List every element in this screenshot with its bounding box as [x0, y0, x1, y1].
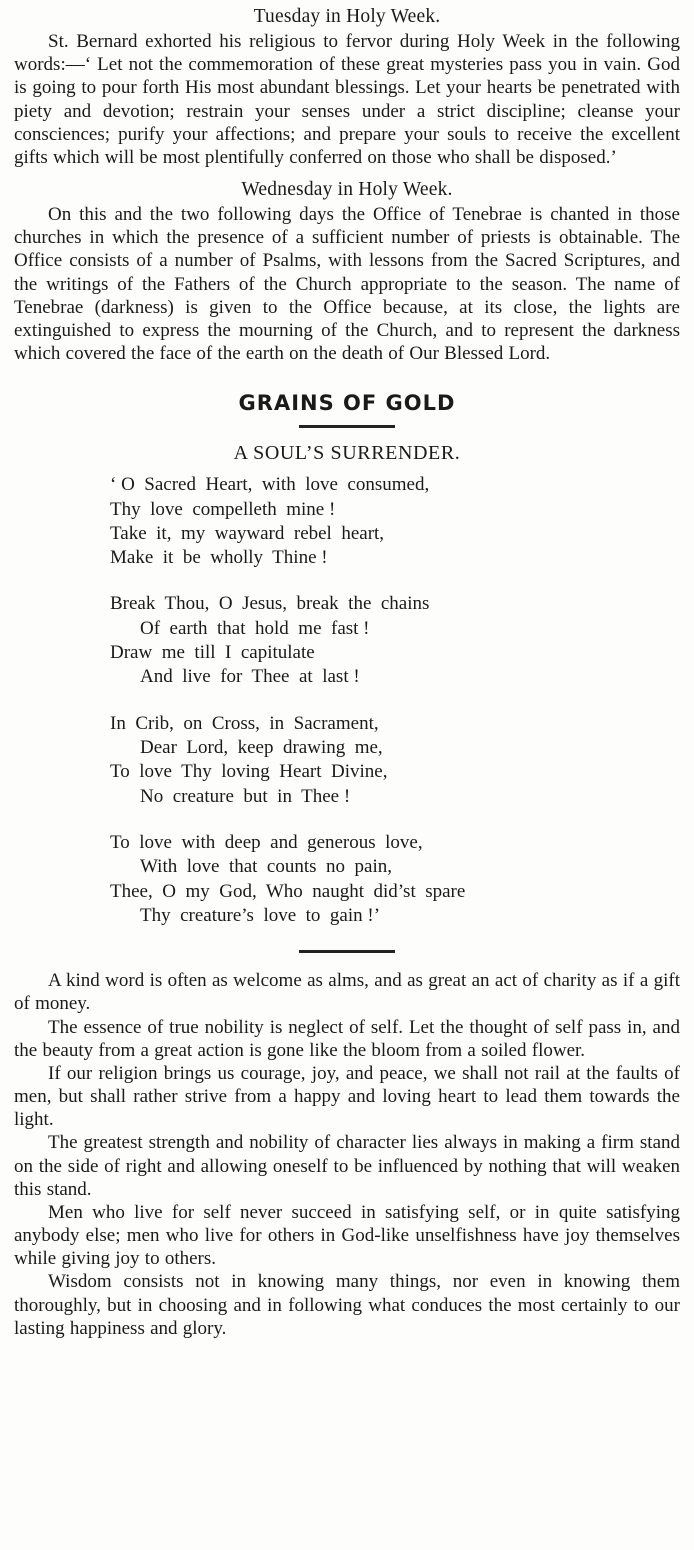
poem-line: To love Thy loving Heart Divine, — [110, 761, 388, 783]
poem-line: Take it, my wayward rebel heart, — [110, 522, 385, 544]
poem-line: Thee, O my God, Who naught did’st spare — [110, 880, 466, 902]
maxim-paragraph: Wisdom consists not in knowing many things, nor even in knowing them thoroughly, but in choosing and in following what conduces the most certainly to our lasting happiness and glory. — [14, 1271, 680, 1339]
poem-stanza — [14, 831, 680, 928]
poem-title: A SOUL’S SURRENDER. — [233, 442, 461, 465]
poem-line: ‘ O Sacred Heart, with love consumed, — [110, 474, 430, 496]
section-title-grains-of-gold: GRAINS OF GOLD — [238, 391, 456, 416]
maxim-paragraph: The greatest strength and nobility of character lies always in making a firm stand on the side of right and allowing oneself to be influenced by nothing that will weaken this stand. — [14, 1132, 680, 1200]
poem-line: With love that counts no pain, — [140, 856, 393, 878]
poem-line: Break Thou, O Jesus, break the chains — [110, 593, 430, 615]
poem-line: Make it be wholly Thine ! — [110, 547, 328, 569]
heading-wednesday: Wednesday in Holy Week. — [241, 179, 453, 201]
maxim-paragraph: A kind word is often as welcome as alms, and as great an act of charity as if a gift of money. — [14, 970, 680, 1015]
poem-line: Dear Lord, keep drawing me, — [140, 737, 383, 759]
poem-line: Of earth that hold me fast ! — [140, 617, 370, 639]
poem-line: No creature but in Thee ! — [140, 785, 351, 807]
poem-line: Thy creature’s love to gain !’ — [140, 904, 381, 926]
poem-line: To love with deep and generous love, — [110, 831, 423, 853]
poem-stanza — [14, 473, 680, 570]
spacer — [14, 169, 680, 179]
poem-line: In Crib, on Cross, in Sacrament, — [110, 712, 379, 734]
maxim-paragraph: Men who live for self never succeed in satisfying self, or in quite satisfying anybody else; men who live for others in God-like unselfishness have joy themselves while giving joy to others. — [14, 1201, 680, 1270]
poem-line: And live for Thee at last ! — [140, 666, 360, 688]
paragraph-tuesday: St. Bernard exhorted his religious to fervor during Holy Week in the following words:—‘ Let not the commemoration of these great mysteries pass you in vain. God is going to pour forth His most abundant blessings. Let your hearts be penetrated with piety and devotion; restrain your senses under a strict discipline; cleanse your consciences; purify your affections; and prepare your souls to receive the excellent gifts which will be most plentifully conferred on those who shall be disposed.’ — [14, 31, 680, 168]
poem-stanzas — [14, 473, 680, 928]
maxim-paragraph: If our religion brings us courage, joy, and peace, we shall not rail at the faults of men, but shall rather strive from a happy and loving heart to lead them towards the light. — [14, 1062, 680, 1131]
paragraph-wednesday: On this and the two following days the Office of Tenebrae is chanted in those churches in which the presence of a sufficient number of priests is obtainable. The Office consists of a number of Psalms, with lessons from the Sacred Scriptures, and the writings of the Fathers of the Church appropriate to the season. The name of Tenebrae (darkness) is given to the Office because, at its close, the lights are extinguished to express the mourning of the Church, and to represent the darkness which covered the face of the earth on the death of Our Blessed Lord. — [14, 204, 680, 365]
poem-line: Draw me till I capitulate — [110, 642, 315, 664]
maxim-paragraph: The essence of true nobility is neglect of self. Let the thought of self pass in, and the beauty from a great action is gone like the bloom from a soiled flower. — [14, 1016, 680, 1061]
poem-line: Thy love compelleth mine ! — [110, 498, 336, 520]
poem-stanza — [14, 712, 680, 809]
divider-bottom — [299, 950, 395, 953]
poem-stanza — [14, 592, 680, 689]
heading-tuesday: Tuesday in Holy Week. — [253, 6, 441, 27]
divider-top — [299, 425, 395, 428]
